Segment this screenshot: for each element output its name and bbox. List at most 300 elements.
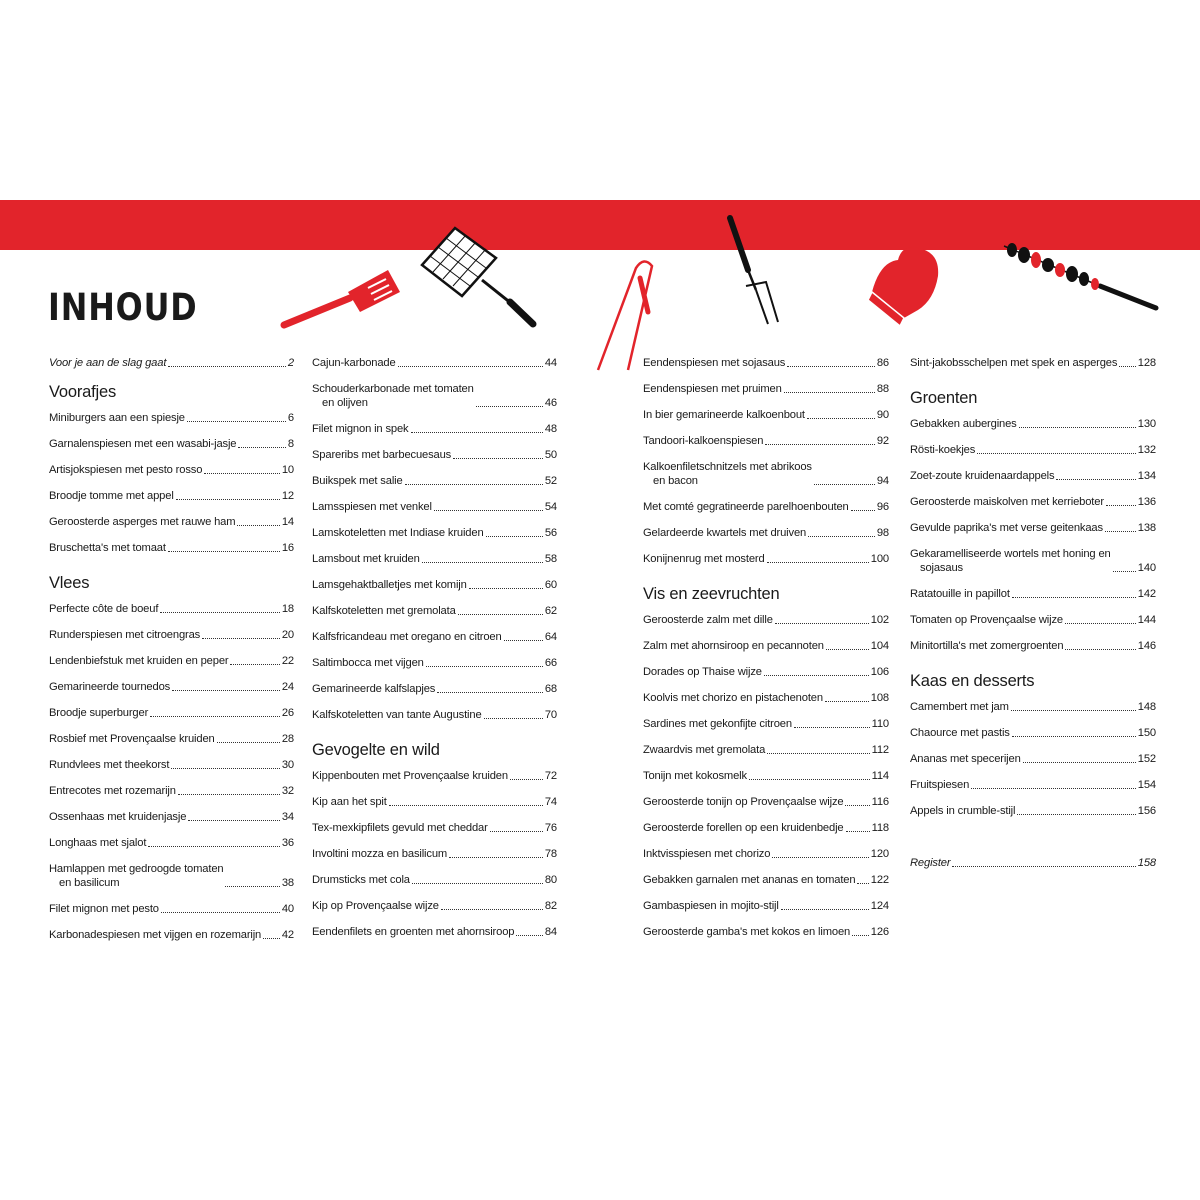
toc-entry[interactable] (49, 602, 294, 616)
toc-page-number: 10 (281, 464, 294, 476)
dot-leader (389, 805, 543, 806)
page-title: INHOUD (48, 286, 198, 329)
bbq-fork-icon (730, 218, 778, 324)
toc-entry[interactable] (312, 604, 557, 618)
toc-entry[interactable] (643, 639, 889, 653)
toc-entry-title (49, 928, 261, 942)
oven-mitt-icon (868, 247, 938, 326)
dot-leader (441, 909, 543, 910)
toc-entry-title (312, 795, 387, 809)
grill-basket-icon (422, 228, 533, 324)
toc-entry[interactable] (49, 706, 294, 720)
toc-entry-title (312, 708, 482, 722)
toc-page-number: 22 (281, 655, 294, 667)
dot-leader (411, 432, 543, 433)
toc-page-number: 128 (1137, 357, 1156, 369)
toc-entry-title (643, 382, 782, 396)
dot-leader (851, 510, 875, 511)
toc-page-number: 52 (544, 475, 557, 487)
toc-entry[interactable] (910, 726, 1156, 740)
toc-entry[interactable] (49, 836, 294, 850)
toc-entry[interactable] (312, 578, 557, 592)
toc-page-number: 18 (281, 603, 294, 615)
toc-page-number: 122 (870, 874, 889, 886)
toc-entry-title (643, 408, 805, 422)
dot-leader (1056, 479, 1135, 480)
toc-entry-title (312, 474, 403, 488)
toc-entry-label: Kalfsfricandeau met oregano en citroen (312, 631, 502, 643)
toc-page-number: 126 (870, 926, 889, 938)
dot-leader (516, 935, 542, 936)
toc-entry-label: Rösti-koekjes (910, 444, 976, 456)
toc-page-number: 142 (1137, 588, 1156, 600)
toc-page-number: 70 (544, 709, 557, 721)
dot-leader (1019, 427, 1136, 428)
toc-entry[interactable] (910, 778, 1156, 792)
toc-page-number: 108 (870, 692, 889, 704)
toc-entry-title (49, 541, 166, 555)
toc-page-number: 2 (287, 357, 294, 369)
toc-page-number: 102 (870, 614, 889, 626)
toc-entry[interactable] (910, 804, 1156, 818)
toc-entry-title (49, 902, 159, 916)
toc-entry-title (643, 665, 762, 679)
toc-entry-title (910, 639, 1063, 653)
toc-entry-title (910, 469, 1054, 483)
toc-entry-title (910, 613, 1063, 627)
toc-entry[interactable] (49, 489, 294, 503)
dot-leader (1017, 814, 1135, 815)
toc-entry-label: Gemarineerde kalfslapjes (312, 683, 436, 695)
toc-page-number: 112 (871, 744, 889, 756)
dot-leader (772, 857, 868, 858)
toc-entry[interactable] (643, 408, 889, 422)
toc-entry-title (312, 422, 409, 436)
toc-entry-label: Eendenspiesen met sojasaus (643, 357, 786, 369)
toc-entry[interactable] (643, 743, 889, 757)
toc-entry-label: Garnalenspiesen met een wasabi-jasje (49, 438, 237, 450)
toc-entry[interactable] (312, 474, 557, 488)
dot-leader (807, 418, 875, 419)
dot-leader (852, 935, 869, 936)
toc-entry[interactable] (643, 847, 889, 861)
dot-leader (412, 883, 543, 884)
toc-entry[interactable] (49, 541, 294, 555)
toc-entry[interactable] (312, 500, 557, 514)
toc-entry-label: Gelardeerde kwartels met druiven (643, 527, 807, 539)
toc-page-number: 42 (281, 929, 294, 941)
toc-entry[interactable] (49, 928, 294, 942)
toc-entry-title (643, 847, 770, 861)
dot-leader (1023, 762, 1136, 763)
toc-entry[interactable] (910, 639, 1156, 653)
toc-entry-title (910, 547, 1111, 575)
toc-entry[interactable] (643, 356, 889, 370)
toc-entry-label: Inktvisspiesen met chorizo (643, 848, 771, 860)
toc-page-number: 98 (876, 527, 889, 539)
toc-page-number: 60 (544, 579, 557, 591)
toc-entry[interactable] (312, 448, 557, 462)
toc-entry-label: Tex-mexkipfilets gevuld met cheddar (312, 822, 488, 834)
toc-entry[interactable] (49, 680, 294, 694)
dot-leader (767, 562, 869, 563)
toc-entry[interactable] (910, 547, 1156, 575)
dot-leader (794, 727, 870, 728)
toc-page-number: 158 (1137, 857, 1156, 869)
toc-entry[interactable] (910, 856, 1156, 870)
dot-leader (1119, 366, 1135, 367)
toc-entry-label: Met comté gegratineerde parelhoenbouten (643, 501, 849, 513)
toc-entry-label-continued: en bacon (653, 475, 698, 487)
toc-entry[interactable] (910, 417, 1156, 431)
toc-entry[interactable] (643, 526, 889, 540)
toc-entry[interactable] (910, 356, 1156, 370)
toc-page-number: 82 (544, 900, 557, 912)
section-heading: Groenten (910, 389, 978, 407)
toc-page-number: 106 (870, 666, 889, 678)
section-heading: Kaas en desserts (910, 672, 1035, 690)
toc-entry[interactable] (49, 356, 294, 370)
toc-entry[interactable] (312, 899, 557, 913)
dot-leader (168, 551, 280, 552)
toc-entry-title (312, 356, 396, 370)
toc-entry-label: Sardines met gekonfijte citroen (643, 718, 792, 730)
toc-entry-title (643, 691, 823, 705)
toc-entry[interactable] (643, 500, 889, 514)
toc-entry-title (643, 613, 773, 627)
toc-entry-label: Geroosterde gamba's met kokos en limoen (643, 926, 851, 938)
toc-entry[interactable] (910, 700, 1156, 714)
toc-entry-title (910, 700, 1009, 714)
toc-entry[interactable] (643, 665, 889, 679)
toc-entry-label: Tonijn met kokosmelk (643, 770, 747, 782)
toc-entry-title (312, 821, 488, 835)
toc-entry[interactable] (49, 515, 294, 529)
toc-entry-title (312, 925, 514, 939)
toc-entry-title (49, 810, 186, 824)
toc-entry-label: Miniburgers aan een spiesje (49, 412, 185, 424)
toc-column (643, 356, 889, 951)
toc-entry-title (312, 382, 474, 410)
toc-entry[interactable] (643, 821, 889, 835)
dot-leader (437, 692, 543, 693)
toc-entry[interactable] (49, 784, 294, 798)
toc-entry[interactable] (643, 382, 889, 396)
toc-entry-title (49, 706, 148, 720)
toc-page-number: 110 (871, 718, 889, 730)
toc-entry[interactable] (910, 587, 1156, 601)
toc-entry[interactable] (312, 630, 557, 644)
toc-page-number: 6 (287, 412, 294, 424)
dot-leader (826, 649, 869, 650)
dot-leader (476, 406, 543, 407)
toc-entry[interactable] (643, 899, 889, 913)
toc-entry-label: Ossenhaas met kruidenjasje (49, 811, 187, 823)
toc-entry-label: Drumsticks met cola (312, 874, 410, 886)
toc-page-number: 78 (544, 848, 557, 860)
toc-entry-title (49, 758, 169, 772)
dot-leader (263, 938, 280, 939)
toc-entry-label: Gemarineerde tournedos (49, 681, 171, 693)
toc-entry-title (910, 856, 950, 870)
toc-entry-title (643, 821, 844, 835)
dot-leader (1065, 623, 1136, 624)
section-heading: Voorafjes (49, 383, 116, 401)
toc-page-number: 104 (870, 640, 889, 652)
toc-page-number: 148 (1137, 701, 1156, 713)
toc-page-number: 44 (544, 357, 557, 369)
toc-entry[interactable] (643, 552, 889, 566)
toc-page-number: 34 (281, 811, 294, 823)
toc-page-number: 16 (281, 542, 294, 554)
toc-page-number: 62 (544, 605, 557, 617)
skewer-icon (1004, 243, 1156, 308)
dot-leader (1113, 571, 1136, 572)
dot-leader (814, 484, 875, 485)
toc-entry[interactable] (910, 752, 1156, 766)
dot-leader (449, 857, 543, 858)
toc-entry-title (643, 743, 765, 757)
toc-page-number: 146 (1137, 640, 1156, 652)
dot-leader (398, 366, 543, 367)
toc-entry-label-continued: en basilicum (59, 877, 120, 889)
toc-entry-title (643, 873, 855, 887)
toc-entry-label: Longhaas met sjalot (49, 837, 147, 849)
toc-entry[interactable] (643, 691, 889, 705)
toc-entry-title (49, 463, 202, 477)
toc-entry-title (312, 630, 502, 644)
toc-entry-label: Geroosterde maiskolven met kerrieboter (910, 496, 1104, 508)
toc-entry[interactable] (643, 925, 889, 939)
toc-entry-label: Eendenspiesen met pruimen (643, 383, 782, 395)
toc-entry-label: Buikspek met salie (312, 475, 403, 487)
toc-page-number: 8 (287, 438, 294, 450)
dot-leader (237, 525, 279, 526)
toc-entry-label: Tomaten op Provençaalse wijze (910, 614, 1063, 626)
toc-entry[interactable] (49, 758, 294, 772)
toc-entry[interactable] (49, 862, 294, 890)
toc-entry[interactable] (910, 495, 1156, 509)
toc-entry-label: Chaource met pastis (910, 727, 1010, 739)
toc-entry-title (910, 726, 1010, 740)
toc-entry-label: Lamskoteletten met Indiase kruiden (312, 527, 484, 539)
toc-entry-title (643, 434, 763, 448)
toc-page-number: 96 (876, 501, 889, 513)
dot-leader (434, 510, 543, 511)
toc-page-number: 94 (876, 475, 889, 487)
toc-entry[interactable] (643, 460, 889, 488)
dot-leader (1011, 710, 1136, 711)
toc-page-number: 88 (876, 383, 889, 395)
toc-page-number: 116 (871, 796, 889, 808)
dot-leader (764, 675, 869, 676)
dot-leader (952, 866, 1135, 867)
toc-page-number: 14 (281, 516, 294, 528)
toc-entry-label: Karbonadespiesen met vijgen en rozemarijn (49, 929, 262, 941)
toc-entry-title (643, 526, 806, 540)
toc-entry[interactable] (49, 463, 294, 477)
toc-page-number: 68 (544, 683, 557, 695)
dot-leader (238, 447, 286, 448)
toc-entry[interactable] (910, 613, 1156, 627)
toc-entry[interactable] (49, 628, 294, 642)
toc-entry-label: Rundvlees met theekorst (49, 759, 170, 771)
toc-entry-label: Dorades op Thaise wijze (643, 666, 762, 678)
toc-entry[interactable] (312, 682, 557, 696)
toc-entry-title (643, 925, 850, 939)
dot-leader (225, 886, 279, 887)
dot-leader (484, 718, 543, 719)
toc-page-number: 156 (1137, 805, 1156, 817)
toc-page-number: 36 (281, 837, 294, 849)
toc-entry-label: Rosbief met Provençaalse kruiden (49, 733, 215, 745)
dot-leader (787, 366, 875, 367)
toc-entry-title (910, 778, 969, 792)
dot-leader (1106, 505, 1136, 506)
toc-entry-title (910, 417, 1017, 431)
toc-entry[interactable] (49, 902, 294, 916)
toc-entry-title (643, 639, 824, 653)
toc-entry-title (49, 784, 176, 798)
toc-entry-label: Gebakken garnalen met ananas en tomaten (643, 874, 856, 886)
toc-entry-title (910, 587, 1010, 601)
toc-entry-label: Saltimbocca met vijgen (312, 657, 424, 669)
dot-leader (187, 421, 286, 422)
toc-page-number: 140 (1137, 562, 1156, 574)
dot-leader (510, 779, 543, 780)
toc-entry-title (910, 495, 1104, 509)
toc-entry-label: Geroosterde forellen op een kruidenbedje (643, 822, 844, 834)
toc-entry-title (49, 654, 228, 668)
toc-entry[interactable] (643, 434, 889, 448)
toc-entry-title (643, 717, 792, 731)
toc-entry-label: Bruschetta's met tomaat (49, 542, 166, 554)
toc-entry[interactable] (312, 552, 557, 566)
dot-leader (845, 805, 869, 806)
dot-leader (1012, 597, 1136, 598)
toc-entry[interactable] (312, 847, 557, 861)
dot-leader (784, 392, 875, 393)
dot-leader (857, 883, 868, 884)
toc-entry[interactable] (643, 717, 889, 731)
dot-leader (160, 612, 280, 613)
toc-entry[interactable] (312, 821, 557, 835)
toc-entry-title (643, 500, 849, 514)
toc-entry[interactable] (312, 795, 557, 809)
toc-entry-label: Gambaspiesen in mojito-stijl (643, 900, 779, 912)
dot-leader (217, 742, 280, 743)
toc-entry[interactable] (312, 356, 557, 370)
toc-entry-title (643, 769, 747, 783)
toc-entry[interactable] (312, 769, 557, 783)
toc-entry[interactable] (49, 654, 294, 668)
toc-entry[interactable] (312, 526, 557, 540)
toc-entry-label: Geroosterde asperges met rauwe ham (49, 516, 236, 528)
dot-leader (188, 820, 280, 821)
toc-page-number: 76 (544, 822, 557, 834)
dot-leader (171, 768, 280, 769)
dot-leader (405, 484, 543, 485)
dot-leader (971, 788, 1136, 789)
toc-entry[interactable] (643, 769, 889, 783)
toc-entry-label: Kip op Provençaalse wijze (312, 900, 439, 912)
toc-page-number: 58 (544, 553, 557, 565)
toc-page-number: 150 (1137, 727, 1156, 739)
toc-entry[interactable] (910, 521, 1156, 535)
toc-page-number: 138 (1137, 522, 1156, 534)
toc-entry-label: Kalfskoteletten van tante Augustine (312, 709, 482, 721)
dot-leader (1105, 531, 1136, 532)
toc-entry-title (312, 769, 508, 783)
toc-entry-label: Hamlappen met gedroogde tomaten (49, 863, 224, 875)
dot-leader (150, 716, 280, 717)
toc-entry-label: Entrecotes met rozemarijn (49, 785, 176, 797)
toc-entry[interactable] (910, 443, 1156, 457)
dot-leader (178, 794, 280, 795)
toc-entry[interactable] (643, 613, 889, 627)
toc-entry-label: Camembert met jam (910, 701, 1009, 713)
toc-entry-label: Cajun-karbonade (312, 357, 396, 369)
toc-entry-title (312, 873, 410, 887)
toc-entry-title (49, 602, 158, 616)
toc-entry[interactable] (643, 795, 889, 809)
toc-entry[interactable] (49, 411, 294, 425)
dot-leader (1012, 736, 1136, 737)
toc-entry-label: Schouderkarbonade met tomaten (312, 383, 474, 395)
toc-entry-label: Minitortilla's met zomergroenten (910, 640, 1064, 652)
toc-page-number: 50 (544, 449, 557, 461)
toc-entry[interactable] (312, 925, 557, 939)
toc-entry[interactable] (49, 810, 294, 824)
toc-page-number: 28 (281, 733, 294, 745)
dot-leader (765, 444, 875, 445)
toc-entry-label: Appels in crumble-stijl (910, 805, 1016, 817)
toc-entry-title (643, 899, 779, 913)
toc-entry-title (910, 804, 1015, 818)
toc-entry-label: Runderspiesen met citroengras (49, 629, 201, 641)
toc-entry[interactable] (312, 708, 557, 722)
toc-entry-title (910, 752, 1021, 766)
toc-entry-label: Voor je aan de slag gaat (49, 357, 167, 369)
dot-leader (808, 536, 875, 537)
toc-page-number: 152 (1137, 753, 1156, 765)
toc-entry[interactable] (49, 732, 294, 746)
toc-entry-title (49, 411, 185, 425)
dot-leader (486, 536, 543, 537)
toc-entry[interactable] (312, 656, 557, 670)
toc-entry-title (910, 521, 1103, 535)
toc-entry[interactable] (312, 873, 557, 887)
toc-entry-label-continued: en olijven (322, 397, 368, 409)
toc-page-number: 124 (870, 900, 889, 912)
toc-entry-title (643, 795, 843, 809)
toc-page-number: 132 (1137, 444, 1156, 456)
toc-entry-label: Kip aan het spit (312, 796, 387, 808)
toc-entry-title (49, 732, 215, 746)
toc-entry-label: Geroosterde zalm met dille (643, 614, 773, 626)
toc-entry[interactable] (312, 382, 557, 410)
dot-leader (977, 453, 1136, 454)
toc-entry-label: Fruitspiesen (910, 779, 970, 791)
toc-page-number: 134 (1137, 470, 1156, 482)
dot-leader (204, 473, 280, 474)
toc-page-number: 40 (281, 903, 294, 915)
toc-entry-label: Perfecte côte de boeuf (49, 603, 159, 615)
toc-entry[interactable] (910, 469, 1156, 483)
toc-entry[interactable] (49, 437, 294, 451)
toc-entry[interactable] (643, 873, 889, 887)
toc-entry[interactable] (312, 422, 557, 436)
